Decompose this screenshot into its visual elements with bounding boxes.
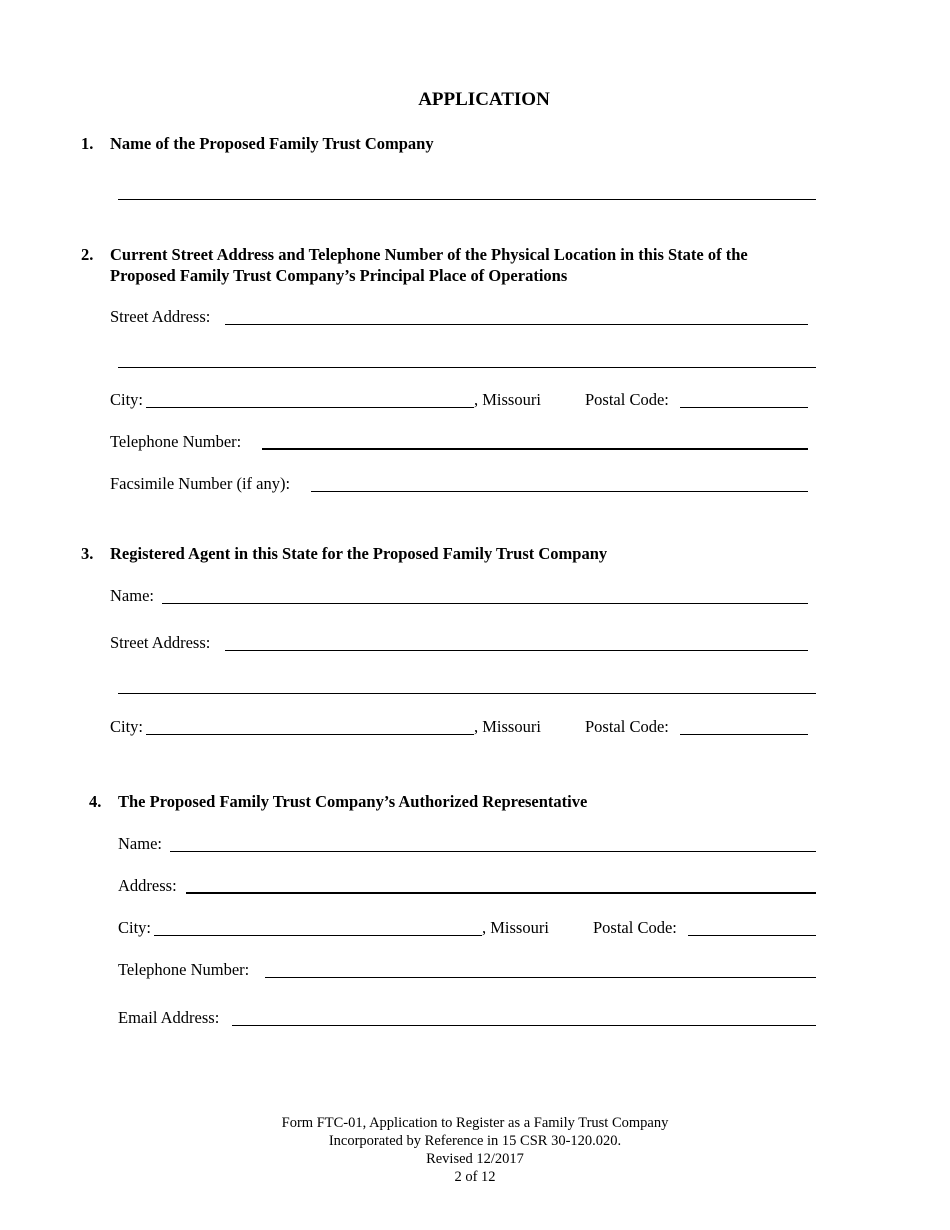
fax-field[interactable]: [311, 491, 808, 492]
city-label: City:: [110, 390, 144, 409]
section-3-number: 3.: [81, 544, 94, 563]
footer-revised: Revised 12/2017: [426, 1151, 524, 1167]
footer-incorporation: Incorporated by Reference in 15 CSR 30-120.020.: [328, 1133, 622, 1149]
footer-form-name: Form FTC-01, Application to Register as a Family Trust Company: [281, 1115, 669, 1131]
agent-postal-code-field[interactable]: [680, 734, 808, 735]
agent-street-label: Street Address:: [110, 633, 211, 652]
agent-postal-code-label: Postal Code:: [585, 717, 669, 736]
section-2-heading-line2: Proposed Family Trust Company’s Principal Place of Operations: [110, 266, 568, 285]
footer-page-number: 2 of 12: [454, 1169, 496, 1185]
street-address-field[interactable]: [225, 324, 808, 325]
rep-city-label: City:: [118, 918, 152, 937]
fax-label: Facsimile Number (if any):: [110, 474, 291, 493]
rep-state-text: , Missouri: [482, 918, 549, 937]
agent-street-field-line2[interactable]: [118, 693, 816, 694]
postal-code-label: Postal Code:: [585, 390, 669, 409]
agent-state-text: , Missouri: [474, 717, 541, 736]
street-address-label: Street Address:: [110, 307, 211, 326]
agent-city-field[interactable]: [146, 734, 474, 735]
page-title: APPLICATION: [418, 89, 550, 110]
rep-name-field[interactable]: [170, 851, 816, 852]
agent-city-label: City:: [110, 717, 144, 736]
section-4-heading: The Proposed Family Trust Company’s Authorized Representative: [118, 792, 588, 811]
rep-name-label: Name:: [118, 834, 162, 853]
section-1-number: 1.: [81, 134, 94, 153]
rep-postal-code-label: Postal Code:: [593, 918, 677, 937]
rep-telephone-label: Telephone Number:: [118, 960, 250, 979]
agent-name-field[interactable]: [162, 603, 808, 604]
rep-postal-code-field[interactable]: [688, 935, 816, 936]
rep-telephone-field[interactable]: [265, 977, 816, 978]
rep-email-field[interactable]: [232, 1025, 816, 1026]
section-2-number: 2.: [81, 245, 94, 264]
section-3-heading: Registered Agent in this State for the Proposed Family Trust Company: [110, 544, 608, 563]
city-field[interactable]: [146, 407, 474, 408]
telephone-field[interactable]: [262, 448, 808, 450]
telephone-label: Telephone Number:: [110, 432, 242, 451]
agent-street-field[interactable]: [225, 650, 808, 651]
rep-city-field[interactable]: [154, 935, 482, 936]
section-4-number: 4.: [89, 792, 102, 811]
agent-name-label: Name:: [110, 586, 154, 605]
state-text: , Missouri: [474, 390, 541, 409]
rep-address-label: Address:: [118, 876, 177, 895]
section-1-heading: Name of the Proposed Family Trust Company: [110, 134, 434, 153]
street-address-field-line2[interactable]: [118, 367, 816, 368]
postal-code-field[interactable]: [680, 407, 808, 408]
rep-address-field[interactable]: [186, 892, 816, 894]
company-name-field[interactable]: [118, 199, 816, 200]
section-2-heading-line1: Current Street Address and Telephone Number of the Physical Location in this State of the: [110, 245, 748, 264]
rep-email-label: Email Address:: [118, 1008, 220, 1027]
